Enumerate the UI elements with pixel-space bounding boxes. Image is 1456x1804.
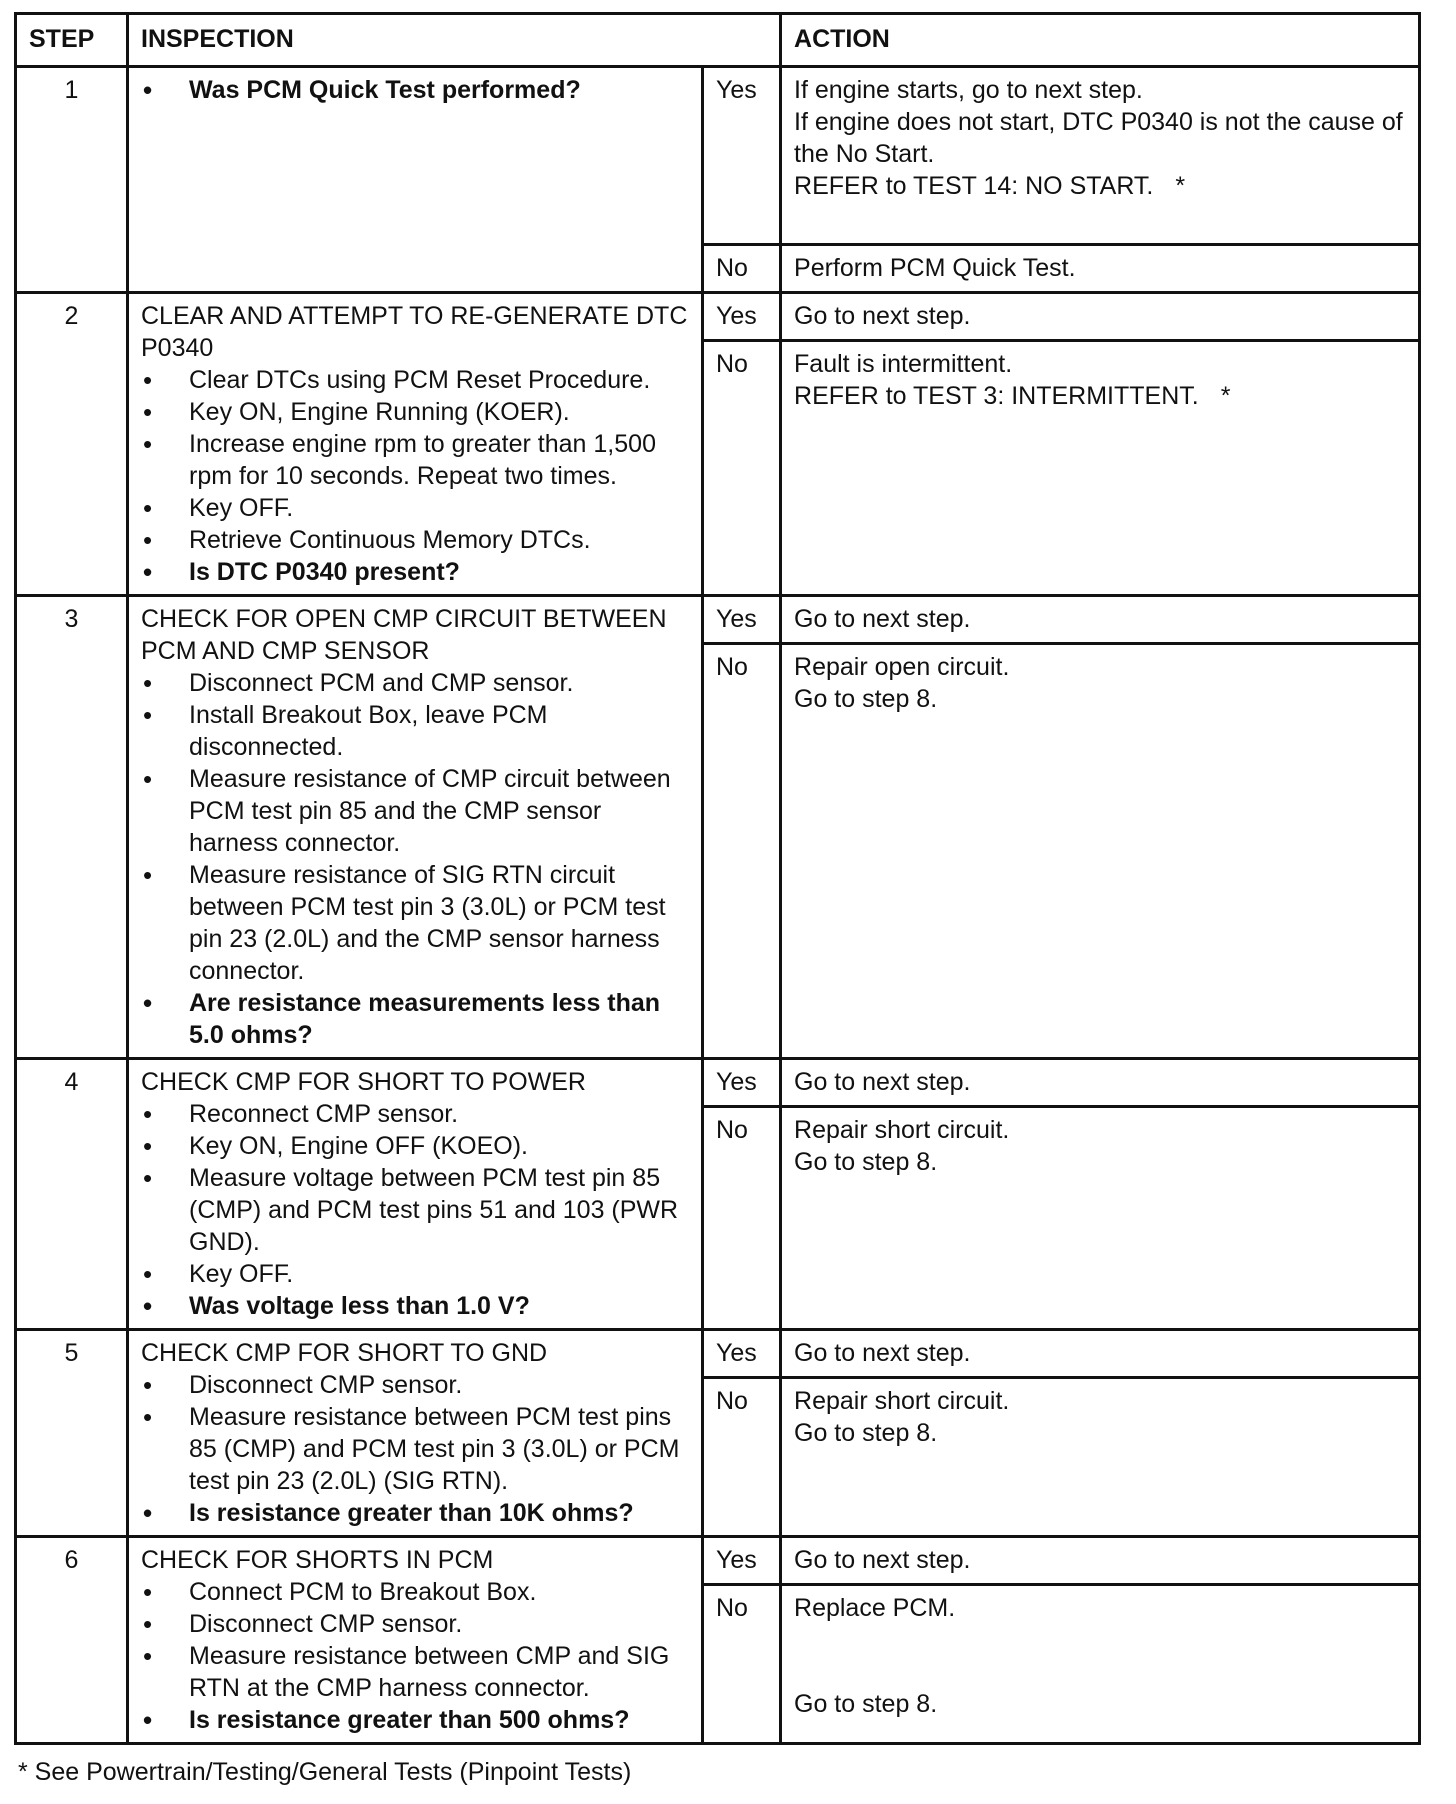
yes-label: Yes [703, 1330, 781, 1378]
step-column-header: STEP [16, 14, 128, 67]
step-inspection [128, 1330, 703, 1537]
yes-action [781, 293, 1420, 341]
action-line: Repair short circuit. [794, 1116, 1010, 1144]
action-line: Go to next step. [794, 1068, 971, 1096]
step-inspection [128, 67, 703, 293]
action-column-header: ACTION [781, 14, 1420, 67]
no-label: No [703, 341, 781, 596]
step-title: CHECK CMP FOR SHORT TO POWER [141, 1068, 586, 1096]
step-6-group [16, 1537, 1420, 1744]
inspection-bullet: • Is resistance greater than 10K ohms? [141, 1497, 689, 1529]
no-action [781, 1585, 1420, 1744]
reference-asterisk: * [1175, 172, 1186, 200]
step-number: 6 [16, 1537, 128, 1744]
action-line: Repair open circuit. [794, 653, 1010, 681]
action-line: If engine starts, go to next step. [794, 76, 1143, 104]
inspection-bullet: • Is resistance greater than 500 ohms? [141, 1704, 689, 1736]
action-line: Perform PCM Quick Test. [794, 254, 1076, 282]
action-line: Go to step 8. [794, 1690, 938, 1718]
action-line: Go to next step. [794, 605, 971, 633]
no-label: No [703, 1378, 781, 1537]
action-line: Fault is intermittent. [794, 350, 1013, 378]
step-number: 2 [16, 293, 128, 596]
action-line: Go to step 8. [794, 685, 938, 713]
action-line [794, 380, 1406, 412]
yes-label: Yes [703, 1537, 781, 1585]
action-line: Replace PCM. [794, 1594, 956, 1622]
step-2-group [16, 293, 1420, 596]
step-3-group [16, 596, 1420, 1059]
inspection-bullet: • Key OFF. [141, 492, 689, 524]
inspection-bullet: • Key OFF. [141, 1258, 689, 1290]
inspection-bullet: • Measure resistance between PCM test pins 85 (CMP) and PCM test pin 3 (3.0L) or PCM test pin 23 (2.0L) (SIG RTN). [141, 1401, 689, 1497]
inspection-bullet: • Retrieve Continuous Memory DTCs. [141, 524, 689, 556]
no-label: No [703, 1107, 781, 1330]
no-label: No [703, 1585, 781, 1744]
no-label: No [703, 644, 781, 1059]
no-action [781, 1107, 1420, 1330]
step-inspection [128, 596, 703, 1059]
step-title: CHECK FOR SHORTS IN PCM [141, 1546, 494, 1574]
table-header-row [16, 14, 1420, 67]
yes-label: Yes [703, 67, 781, 245]
action-line: Go to next step. [794, 302, 971, 330]
yes-label: Yes [703, 1059, 781, 1107]
action-line-text: REFER to TEST 3: INTERMITTENT. [794, 382, 1199, 410]
diagnostic-procedure-table [14, 12, 1421, 1745]
inspection-column-header: INSPECTION [128, 14, 781, 67]
inspection-bullet: • Clear DTCs using PCM Reset Procedure. [141, 364, 689, 396]
inspection-bullet: • Disconnect CMP sensor. [141, 1369, 689, 1401]
action-line-text: REFER to TEST 14: NO START. [794, 172, 1154, 200]
yes-label: Yes [703, 293, 781, 341]
step-5-group [16, 1330, 1420, 1537]
inspection-bullet: • Are resistance measurements less than 5.0 ohms? [141, 987, 689, 1051]
inspection-bullet: • Was PCM Quick Test performed? [141, 74, 689, 106]
action-line: Repair short circuit. [794, 1387, 1010, 1415]
step-title: CHECK CMP FOR SHORT TO GND [141, 1339, 548, 1367]
inspection-bullet: • Key ON, Engine Running (KOER). [141, 396, 689, 428]
inspection-bullet: • Increase engine rpm to greater than 1,500 rpm for 10 seconds. Repeat two times. [141, 428, 689, 492]
inspection-bullet: • Connect PCM to Breakout Box. [141, 1576, 689, 1608]
action-line: Go to step 8. [794, 1148, 938, 1176]
inspection-bullet: • Disconnect PCM and CMP sensor. [141, 667, 689, 699]
inspection-bullet: • Measure resistance of CMP circuit between PCM test pin 85 and the CMP sensor harness connector. [141, 763, 689, 859]
no-action [781, 1378, 1420, 1537]
action-line [794, 170, 1406, 202]
action-line: If engine does not start, DTC P0340 is not the cause of the No Start. [794, 108, 1403, 168]
footnote: * See Powertrain/Testing/General Tests (Pinpoint Tests) [18, 1758, 632, 1786]
inspection-bullet: • Install Breakout Box, leave PCM disconnected. [141, 699, 689, 763]
inspection-bullet: • Reconnect CMP sensor. [141, 1098, 689, 1130]
inspection-bullet: • Measure voltage between PCM test pin 85 (CMP) and PCM test pins 51 and 103 (PWR GND). [141, 1162, 689, 1258]
no-action [781, 341, 1420, 596]
yes-action [781, 596, 1420, 644]
inspection-bullet: • Measure resistance between CMP and SIG RTN at the CMP harness connector. [141, 1640, 689, 1704]
no-action [781, 644, 1420, 1059]
step-inspection [128, 1537, 703, 1744]
inspection-bullet: • Was voltage less than 1.0 V? [141, 1290, 689, 1322]
step-inspection [128, 1059, 703, 1330]
inspection-bullet: • Measure resistance of SIG RTN circuit between PCM test pin 3 (3.0L) or PCM test pin 23 (2.0L) and the CMP sensor harness connector. [141, 859, 689, 987]
yes-label: Yes [703, 596, 781, 644]
step-number: 1 [16, 67, 128, 293]
step-1-group [16, 67, 1420, 293]
inspection-bullet: • Key ON, Engine OFF (KOEO). [141, 1130, 689, 1162]
step-title: CHECK FOR OPEN CMP CIRCUIT BETWEEN PCM AND CMP SENSOR [141, 605, 667, 665]
yes-action [781, 67, 1420, 245]
yes-action [781, 1059, 1420, 1107]
spacer [794, 1624, 1406, 1688]
inspection-bullet: • Is DTC P0340 present? [141, 556, 689, 588]
step-number: 5 [16, 1330, 128, 1537]
step-title: CLEAR AND ATTEMPT TO RE-GENERATE DTC P0340 [141, 302, 688, 362]
yes-action [781, 1537, 1420, 1585]
step-number: 3 [16, 596, 128, 1059]
yes-action [781, 1330, 1420, 1378]
no-action [781, 245, 1420, 293]
action-line: Go to next step. [794, 1339, 971, 1367]
step-inspection [128, 293, 703, 596]
step-4-group [16, 1059, 1420, 1330]
step-number: 4 [16, 1059, 128, 1330]
action-line: Go to next step. [794, 1546, 971, 1574]
inspection-bullet: • Disconnect CMP sensor. [141, 1608, 689, 1640]
reference-asterisk: * [1220, 382, 1231, 410]
action-line: Go to step 8. [794, 1419, 938, 1447]
no-label: No [703, 245, 781, 293]
